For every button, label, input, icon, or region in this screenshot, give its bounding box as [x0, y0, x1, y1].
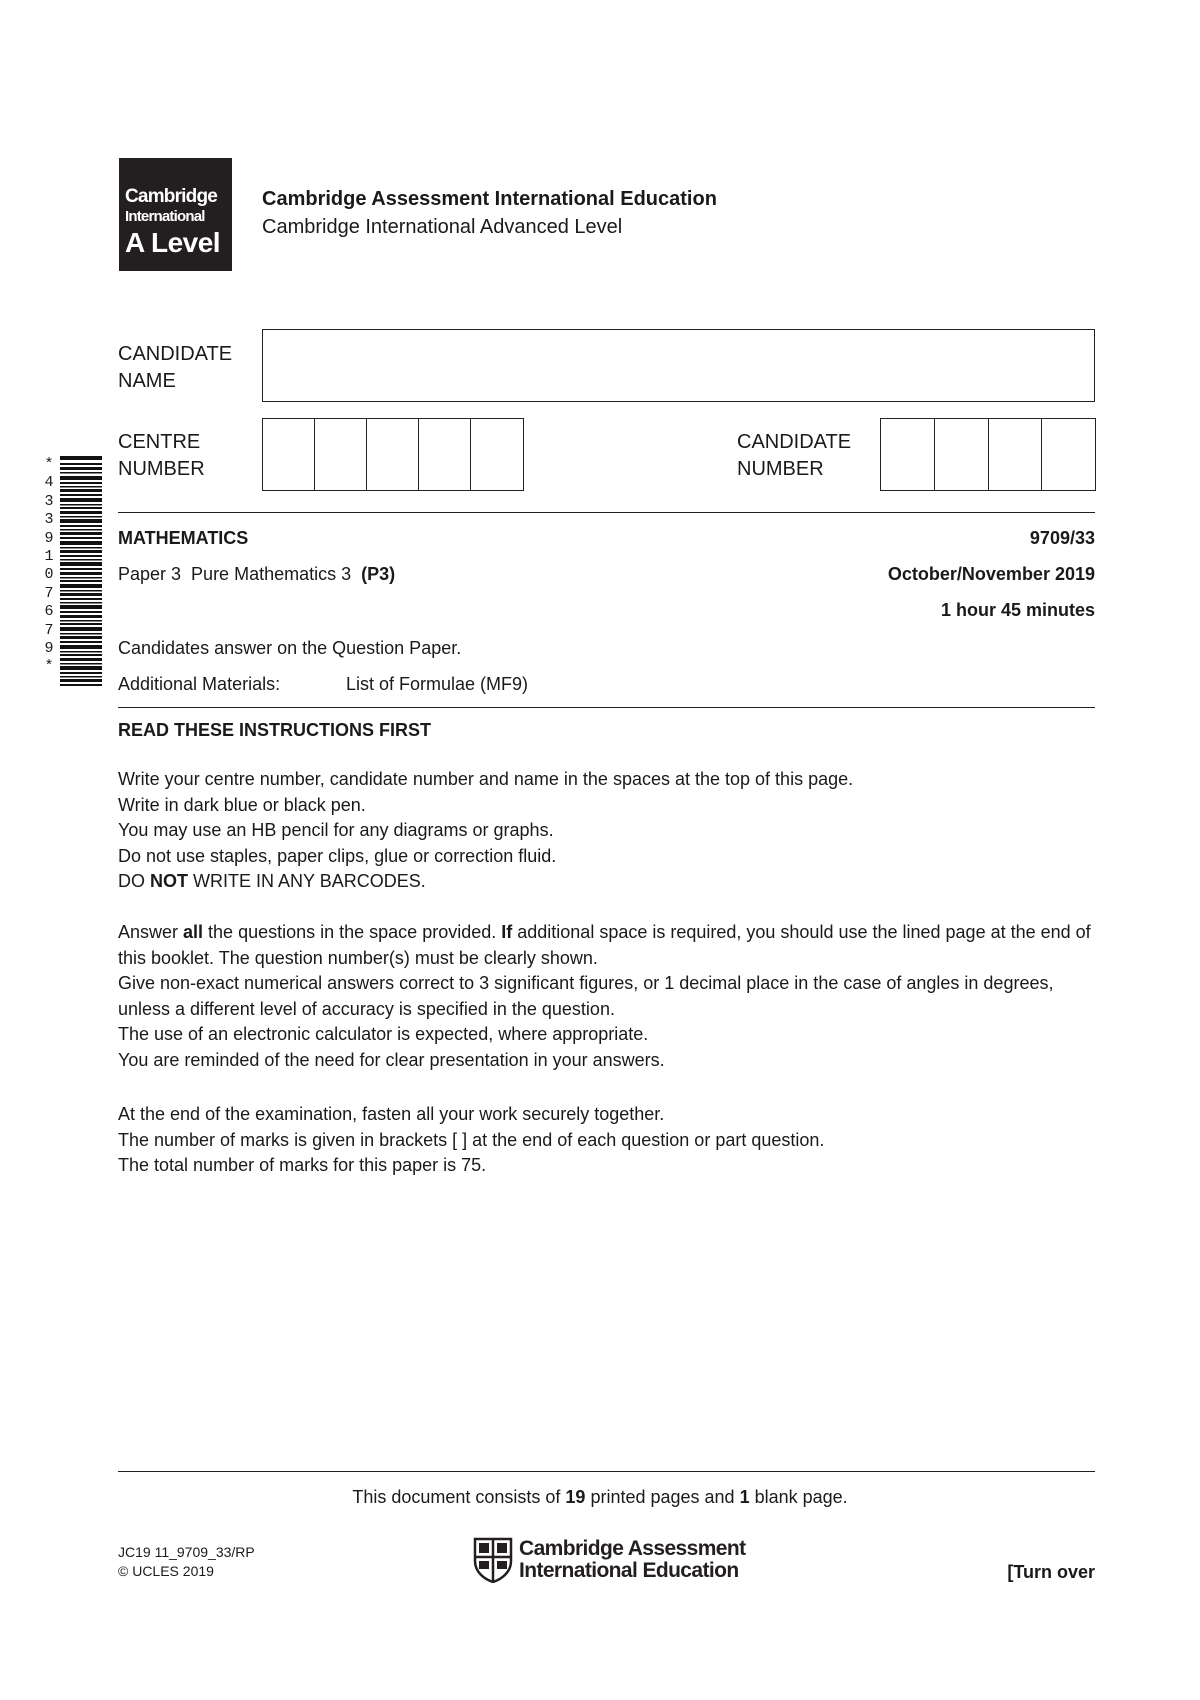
candidate-digit-box[interactable] [1042, 419, 1096, 491]
barcode-digit: 1 [44, 548, 54, 566]
text-part: Answer [118, 922, 184, 942]
candidate-number-label-line2: NUMBER [737, 458, 824, 480]
reference-code: JC19 11_9709_33/RP [118, 1544, 255, 1560]
cambridge-assessment-wordmark [519, 1538, 745, 1582]
text-part: additional space is required, you should use the lined page at the end of this booklet. The question number(s) must be clearly shown. [118, 922, 1096, 968]
page-count-note [0, 1487, 1200, 1508]
candidate-digit-box[interactable] [935, 419, 989, 491]
copyright-notice: © UCLES 2019 [118, 1563, 214, 1579]
candidate-digit-box[interactable] [989, 419, 1042, 491]
candidate-name-field[interactable] [262, 329, 1095, 402]
additional-materials-value: List of Formulae (MF9) [346, 674, 529, 694]
candidate-digit-box[interactable] [880, 419, 935, 491]
divider [118, 707, 1095, 708]
barcode [60, 456, 102, 686]
centre-digit-box[interactable] [262, 419, 315, 491]
instruction-line: The number of marks is given in brackets [ ] at the end of each question or part question. [118, 1129, 825, 1150]
wordmark-line-1: Cambridge Assessment [519, 1537, 746, 1560]
qualification-title: Cambridge International Advanced Level [262, 216, 623, 238]
divider [118, 512, 1095, 513]
text-emphasis: If [501, 922, 513, 942]
subject-title: MATHEMATICS [118, 528, 249, 548]
barcode-digit: 3 [44, 511, 54, 529]
candidate-number-label [737, 429, 851, 483]
additional-materials-label: Additional Materials: [118, 674, 281, 694]
barcode-digit: 9 [44, 529, 54, 547]
instructions-block-3 [118, 1102, 1098, 1179]
candidate-number-field[interactable] [880, 418, 1096, 491]
divider [118, 1471, 1095, 1472]
instructions-block-1 [118, 767, 1098, 895]
centre-number-label [118, 429, 205, 483]
instruction-line: Give non-exact numerical answers correct to 3 significant figures, or 1 decimal place in the case of angles in degrees, unless a different level of accuracy is specified in the question. [118, 973, 1054, 1019]
instruction-line: Write your centre number, candidate number and name in the spaces at the top of this page. [118, 769, 854, 789]
centre-digit-box[interactable] [419, 419, 471, 491]
candidate-name-label-line1: CANDIDATE [118, 343, 233, 365]
instruction-line-barcodes [118, 869, 1098, 895]
exam-session: October/November 2019 [887, 564, 1095, 584]
candidate-name-label-line2: NAME [118, 370, 176, 392]
instructions-block-2 [118, 920, 1098, 1073]
barcode-digit: * [44, 456, 54, 473]
text-part: DO [118, 871, 151, 891]
text-part: blank page. [749, 1487, 848, 1507]
centre-number-label-line2: NUMBER [118, 458, 205, 480]
syllabus-code: 9709/33 [1029, 528, 1095, 548]
barcode-digit: 7 [44, 621, 54, 639]
instruction-line: At the end of the examination, fasten all your work securely together. [118, 1104, 665, 1124]
shield-icon [473, 1537, 513, 1583]
organisation-title: Cambridge Assessment International Education [262, 188, 717, 210]
barcode-digit: 3 [44, 492, 54, 510]
candidate-number-label-line1: CANDIDATE [737, 431, 852, 453]
text-emphasis: NOT [150, 871, 189, 891]
instructions-heading: READ THESE INSTRUCTIONS FIRST [118, 720, 432, 740]
instruction-line: You are reminded of the need for clear presentation in your answers. [118, 1049, 665, 1070]
centre-number-label-line1: CENTRE [118, 431, 201, 453]
barcode-digit: 4 [44, 474, 54, 492]
text-part: WRITE IN ANY BARCODES. [188, 871, 426, 891]
centre-digit-box[interactable] [315, 419, 367, 491]
printed-pages-count: 19 [565, 1487, 586, 1507]
paper-code: (P3) [361, 564, 396, 584]
logo-line-2: International [125, 208, 205, 225]
text-part: the questions in the space provided. [203, 922, 502, 942]
barcode-digit: 0 [44, 566, 54, 584]
paper-name: Paper 3 Pure Mathematics 3 [118, 564, 362, 584]
instruction-line: You may use an HB pencil for any diagrams or graphs. [118, 820, 554, 840]
barcode-digit: * [44, 658, 54, 676]
exam-duration: 1 hour 45 minutes [940, 600, 1095, 620]
logo-line-3: A Level [125, 227, 221, 258]
barcode-digit: 7 [44, 584, 54, 602]
text-part: This document consists of [352, 1487, 566, 1507]
centre-digit-box[interactable] [471, 419, 524, 491]
paper-title [118, 564, 395, 585]
barcode-bars [60, 456, 102, 686]
instruction-line: The use of an electronic calculator is expected, where appropriate. [118, 1024, 649, 1044]
instruction-line: Do not use staples, paper clips, glue or correction fluid. [118, 845, 557, 866]
cambridge-assessment-logo [473, 1537, 745, 1583]
candidate-name-label [118, 341, 232, 395]
instruction-line: Write in dark blue or black pen. [118, 794, 366, 815]
answer-on-note: Candidates answer on the Question Paper. [118, 638, 462, 658]
instruction-line: The total number of marks for this paper is 75. [118, 1155, 487, 1175]
cambridge-a-level-logo [119, 158, 232, 271]
barcode-digit: 6 [44, 603, 54, 621]
text-part: printed pages and [585, 1487, 740, 1507]
blank-pages-count: 1 [739, 1487, 750, 1507]
wordmark-line-2: International Education [519, 1559, 739, 1582]
instruction-line-answer-all [118, 920, 1098, 971]
centre-number-field[interactable] [262, 418, 524, 491]
document-reference [118, 1543, 255, 1581]
text-emphasis: all [183, 922, 204, 942]
barcode-number [42, 456, 56, 677]
barcode-digit: 9 [44, 640, 54, 658]
turn-over-note: [Turn over [1007, 1562, 1095, 1582]
centre-digit-box[interactable] [367, 419, 419, 491]
logo-line-1: Cambridge [125, 186, 218, 207]
